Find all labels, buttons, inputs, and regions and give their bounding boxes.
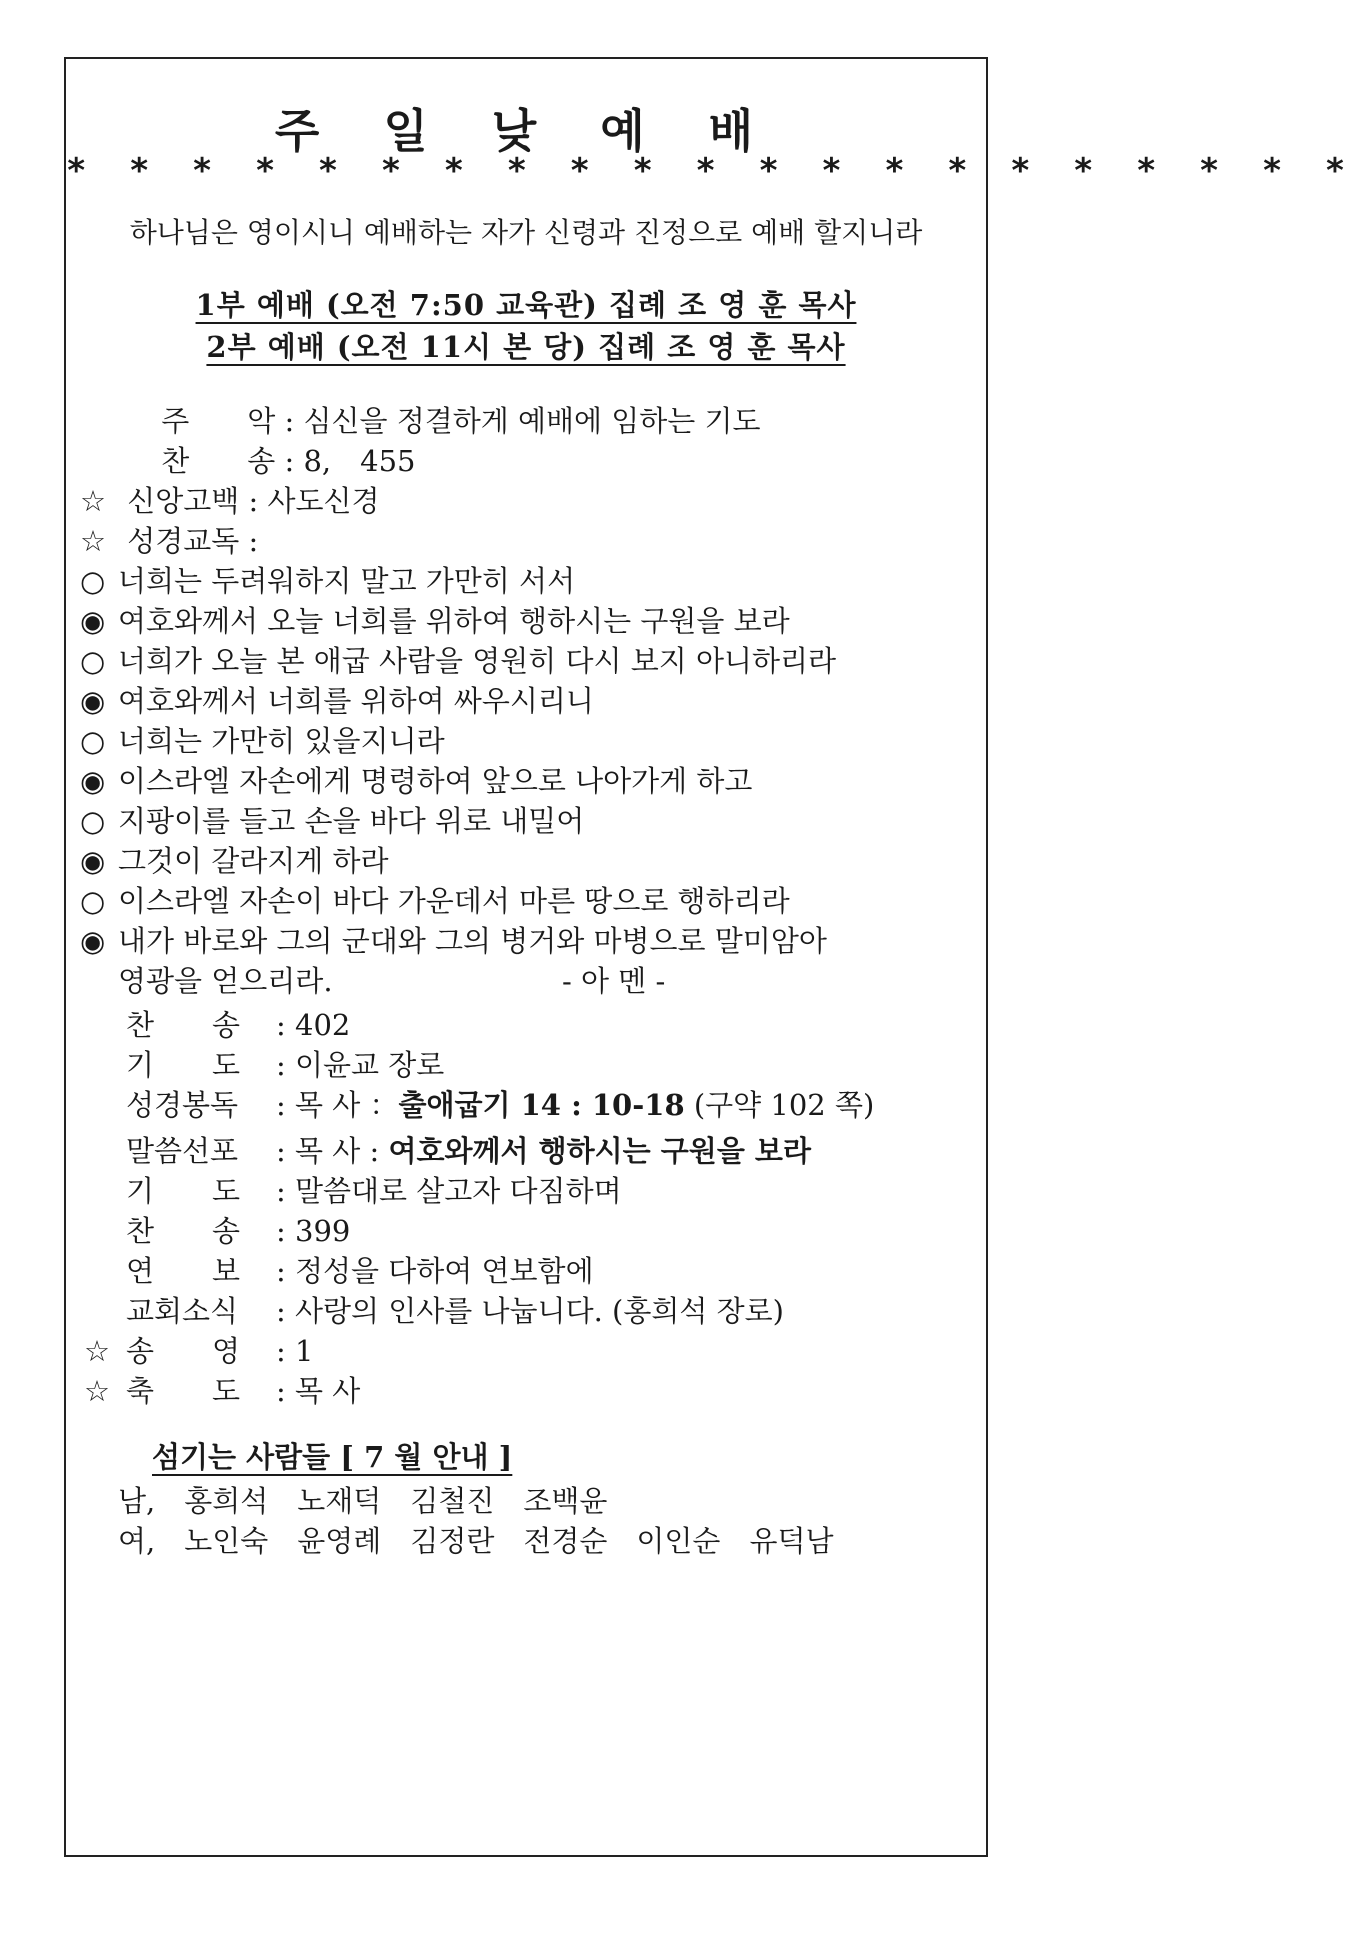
reading-text: 여호와께서 너희를 위하여 싸우시리니: [118, 684, 594, 718]
order-colon: :: [276, 1214, 295, 1248]
filled-circle-icon: ◉: [80, 924, 106, 958]
order-item: [126, 1003, 350, 1044]
order-label: 찬 송: [161, 444, 276, 478]
order-colon: :: [276, 1174, 295, 1208]
order-item: [126, 1169, 622, 1210]
scripture-ref: 출애굽기 14 : 10-18: [398, 1088, 685, 1122]
reading-line: [80, 919, 827, 960]
service-2: 2부 예배 (오전 11시 본 당) 집례 조 영 훈 목사: [206, 330, 846, 364]
order-item: [126, 1043, 444, 1084]
sermon-title: 여호와께서 행하시는 구원을 보라: [388, 1134, 811, 1168]
reading-text: 내가 바로와 그의 군대와 그의 병거와 마병으로 말미암아: [118, 924, 827, 958]
order-value: 8, 455: [303, 444, 416, 478]
order-colon: :: [276, 1134, 295, 1168]
scripture-verse: 하나님은 영이시니 예배하는 자가 신령과 진정으로 예배 할지니라: [129, 216, 923, 249]
open-circle-icon: ○: [80, 644, 106, 678]
reading-end: [118, 959, 333, 1000]
filled-circle-icon: ◉: [80, 604, 106, 638]
reading-line: [80, 879, 790, 920]
reading-text: 여호와께서 오늘 너희를 위하여 행하시는 구원을 보라: [118, 604, 790, 638]
star-marker-icon: ☆: [80, 524, 106, 558]
order-label: 찬 송: [126, 1214, 241, 1248]
order-item: [114, 439, 416, 480]
page-title: 주 일 낮 예 배: [274, 104, 778, 158]
order-item: [84, 1329, 313, 1370]
order-item: [126, 1209, 350, 1250]
order-value: 목 사 :: [295, 1134, 389, 1168]
reading-line: [80, 839, 389, 880]
bulletin-frame: [64, 57, 1356, 1857]
order-sep: :: [284, 404, 295, 438]
order-label: 기 도: [126, 1048, 241, 1082]
reading-line: [80, 599, 790, 640]
order-value: 말씀대로 살고자 다짐하며: [295, 1174, 622, 1208]
filled-circle-icon: ◉: [80, 764, 106, 798]
order-value: 목 사: [295, 1374, 361, 1408]
order-colon: :: [276, 1088, 295, 1122]
star-marker-icon: ☆: [84, 1334, 110, 1368]
order-value: 399: [295, 1214, 351, 1248]
order-label: 찬 송: [126, 1008, 241, 1042]
reading-text: 영광을 얻으리라.: [118, 964, 333, 998]
service-1: 1부 예배 (오전 7:50 교육관) 집례 조 영 훈 목사: [195, 288, 857, 322]
order-label: 말씀선포: [126, 1134, 239, 1168]
order-value: 이윤교 장로: [295, 1048, 445, 1082]
open-circle-icon: ○: [80, 564, 106, 598]
order-label: 축 도: [126, 1374, 241, 1408]
order-label: 송 영: [126, 1334, 241, 1368]
reading-line: [80, 559, 575, 600]
star-divider: * * * * * * * * * * * * * * * * * * * * *: [66, 151, 1356, 191]
order-colon: :: [276, 1008, 295, 1042]
filled-circle-icon: ◉: [80, 684, 106, 718]
star-marker-icon: ☆: [80, 484, 106, 518]
order-value: 사도신경: [267, 484, 380, 518]
order-value: 사랑의 인사를 나눕니다. (홍희석 장로): [295, 1294, 784, 1328]
servers-men: 남, 홍희석 노재덕 김철진 조백윤: [118, 1484, 608, 1518]
open-circle-icon: ○: [80, 884, 106, 918]
order-colon: :: [276, 1048, 295, 1082]
order-colon: :: [276, 1334, 295, 1368]
reading-line: [80, 759, 752, 800]
order-item: [80, 479, 380, 520]
reading-text: 이스라엘 자손에게 명령하여 앞으로 나아가게 하고: [118, 764, 753, 798]
servers-heading: 섬기는 사람들 [ 7 월 안내 ]: [152, 1440, 513, 1474]
order-item: [126, 1289, 784, 1330]
order-colon: :: [276, 1294, 295, 1328]
reading-text: 그것이 갈라지게 하라: [118, 844, 389, 878]
servers-women: 여, 노인숙 윤영례 김정란 전경순 이인순 유덕남: [118, 1524, 834, 1558]
open-circle-icon: ○: [80, 804, 106, 838]
order-value: 402: [295, 1008, 351, 1042]
order-label: 기 도: [126, 1174, 241, 1208]
order-value: 목 사 ：: [295, 1088, 399, 1122]
amen: - 아 멘 -: [562, 964, 666, 998]
order-sep: :: [248, 484, 259, 518]
order-value: 정성을 다하여 연보함에: [295, 1254, 594, 1288]
reading-text: 너희는 두려워하지 말고 가만히 서서: [118, 564, 576, 598]
order-item: [126, 1249, 594, 1290]
page-ref: (구약 102 쪽): [684, 1088, 875, 1122]
open-circle-icon: ○: [80, 724, 106, 758]
order-item: [84, 1369, 360, 1410]
order-item: [80, 519, 258, 560]
filled-circle-icon: ◉: [80, 844, 106, 878]
order-label: 주 악: [161, 404, 276, 438]
order-label: 교회소식: [126, 1294, 239, 1328]
order-item: [126, 1129, 811, 1170]
reading-line: [80, 799, 584, 840]
order-sep: :: [284, 444, 295, 478]
order-value: 1: [295, 1334, 314, 1368]
order-label: 연 보: [126, 1254, 241, 1288]
order-item: [114, 399, 761, 440]
reading-text: 지팡이를 들고 손을 바다 위로 내밀어: [118, 804, 585, 838]
order-sep: :: [248, 524, 259, 558]
reading-text: 너희는 가만히 있을지니라: [118, 724, 445, 758]
order-label: 성경봉독: [126, 1088, 239, 1122]
reading-text: 너희가 오늘 본 애굽 사람을 영원히 다시 보지 아니하리라: [118, 644, 837, 678]
order-colon: :: [276, 1374, 295, 1408]
order-label: 신앙고백: [127, 484, 240, 518]
order-label: 성경교독: [127, 524, 240, 558]
order-value: 심신을 정결하게 예배에 임하는 기도: [303, 404, 761, 438]
order-colon: :: [276, 1254, 295, 1288]
star-marker-icon: ☆: [84, 1374, 110, 1408]
reading-text: 이스라엘 자손이 바다 가운데서 마른 땅으로 행하리라: [118, 884, 790, 918]
reading-line: [80, 719, 445, 760]
reading-line: [80, 679, 594, 720]
order-item: [126, 1083, 874, 1124]
reading-line: [80, 639, 836, 680]
